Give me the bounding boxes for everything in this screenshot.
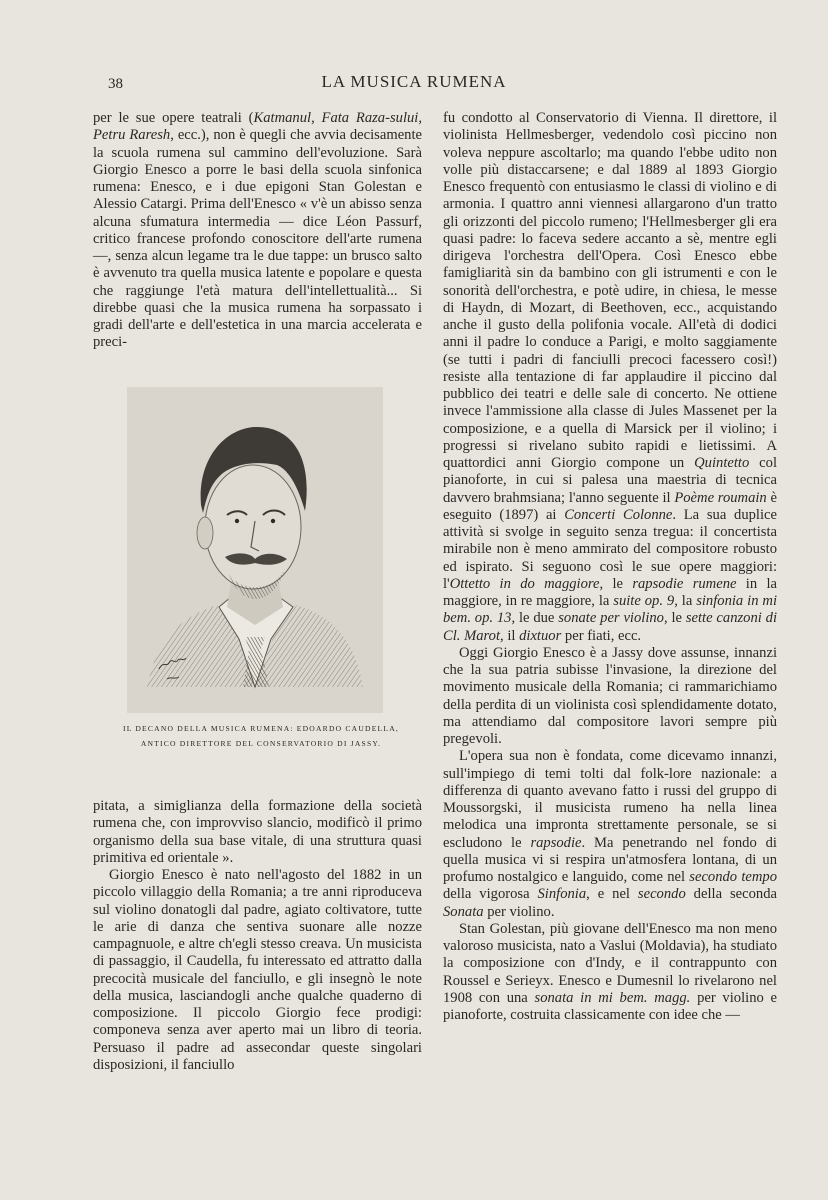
caption-line: IL DECANO DELLA MUSICA RUMENA: EDOARDO CAUDELLA, — [122, 724, 400, 733]
italic-run: sonata in mi bem. magg. — [534, 989, 691, 1006]
text-run: col pianoforte, in cui si palesa una maestria di tecnica davvero brahmsiana; l'anno seguente il — [443, 455, 778, 506]
paragraph — [93, 798, 422, 867]
portrait-drawing — [127, 387, 383, 713]
text-run: , la — [674, 593, 697, 609]
italic-run: rapsodie rumene — [632, 575, 737, 592]
italic-run: Katmanul, Fata Raza-sului, Petru Raresh — [93, 110, 422, 144]
text-run: , le — [599, 575, 633, 592]
text-run: , e nel — [586, 886, 638, 903]
text-run: Stan Golestan, più giovane dell'Enesco ma non meno valoroso musicista, nato a Vaslui (Moldavia), ha studiato la composizione con d'Indy, e il contrappunto con Roussel e Serieyx. Enesco e Dumesnil lo rivelarono nel 1908 con una — [443, 920, 777, 1006]
paragraph — [443, 921, 777, 1025]
italic-run: dixtuor — [519, 627, 562, 644]
italic-run: Ottetto in do maggiore — [449, 575, 600, 592]
text-run: , ecc.), non è quegli che avvia decisamente la scuola rumena sul cammino dell'evoluzione. Sarà Giorgio Enesco a porre le basi della scuola sinfonica rumena: Enesco, e i due epigoni Stan Golestan e Alessio Catargi. Prima dell'Enesco « v'è un abisso senza alcuna sfumatura intermedia — dice Léon Passurf, critico francese profondo conoscitore dell'arte rumena —, senza alcun legame tra le due tappe: un brusco salto è avvenuto tra quella musica latente e popolare e questa che raggiunge l'età matura dell'intellettualità... Si direbbe quasi che la musica rumena ha sorpassato i gradi dell'arte e dell'estetica in una marcia accelerata e preci- — [93, 127, 423, 351]
text-run: per violino e pianoforte, costruita classicamente con idee che — — [443, 989, 777, 1023]
text-run: . La sua duplice attività si svolge in seguito senza tregua: il concertista mirabile non è meno ammirato del compositore robusto ed ispirato. Si seguono così le sue opere maggiori: l' — [443, 506, 777, 592]
paragraph — [443, 645, 777, 749]
text-run: L'opera sua non è fondata, come dicevamo innanzi, sull'impiego di temi tolti dal folk-lore nazionale: a differenza di quanto avevano fatto i russi del gruppo di Moussorgski, il musicista rumeno ha nella linea melodica una impronta strettamente personale, se si escludono le — [443, 748, 777, 851]
paragraph — [93, 867, 422, 1074]
text-run: della seconda — [685, 886, 777, 903]
text-run: , le — [663, 610, 686, 627]
italic-run: Quintetto — [694, 455, 750, 471]
text-run: . Ma penetrando nel fondo di quella musica vi si respira un'atmosfera lontana, di un profumo nostalgico e languido, come nel — [443, 834, 777, 885]
text-run: , il — [500, 627, 520, 644]
text-run: fu condotto al Conservatorio di Vienna. Il direttore, il violinista Hellmesberger, vedendolo così piccino non voleva neppure ascoltarlo; ma quando l'ebbe udito non volle più distaccarsene; e dal 1889 al 1893 Giorgio Enesco frequentò con entusiasmo le classi di violino e di armonia. I quattro anni viennesi allargarono d'un tratto gli orizzonti del piccolo rumeno; l'Hellmesberger gli era quasi padre: lo faceva sedere accanto a sè, mentre egli dirigeva l'orchestra dell'Opera. Così Enesco ebbe famigliarità sin da bambino con gli istrumenti e con le sonorità dell'orchestra, e potè udire, in chiesa, le messe di Haydn, di Mozart, di Beethoven, ecc., acquistando anche il gusto della polifonia vocale. All'età di dodici anni il padre lo conduce a Parigi, e molto saggiamente (se tutti i padri di fanciulli precoci facessero così!) resiste alla tentazione di far applaudire il piccino dal pubblico dei teatri e delle sale di concerto. Ne ottiene invece l'ammissione alla classe di Jules Massenet per la composizione, e a quella di Marsick per il violino; i progressi si rivelano subito rapidi e lietissimi. A quattordici anni Giorgio compone un — [443, 110, 777, 471]
portrait-figure — [127, 387, 383, 713]
right-column — [443, 110, 777, 1024]
italic-run: Sonata — [443, 903, 484, 920]
text-run: per violino. — [483, 903, 555, 920]
caption-line: ANTICO DIRETTORE DEL CONSERVATORIO DI JASSY. — [140, 739, 382, 748]
left-column-top — [93, 110, 422, 352]
text-run: della vigorosa — [443, 886, 538, 903]
italic-run: Concerti Colonne — [564, 506, 673, 523]
italic-run: sonate per violino — [558, 610, 664, 627]
left-column-bottom — [93, 798, 422, 1074]
italic-run: sette canzoni di Cl. Marot — [443, 610, 778, 644]
paragraph — [443, 110, 777, 645]
text-run: in la maggiore, in re maggiore, la — [443, 575, 777, 609]
paragraph — [443, 748, 777, 921]
italic-run: suite op. 9 — [613, 593, 675, 609]
text-run: pitata, a simiglianza della formazione della società rumena che, con improvviso slancio, modificò il primo organismo della sua base vitale, di una struttura quasi primitiva ed orientale ». — [93, 798, 422, 866]
text-run: Giorgio Enesco è nato nell'agosto del 1882 in un piccolo villaggio della Romania; a tre anni riproduceva sul violino donatogli dal padre, agiato coltivatore, tutte le arie di danza che sentiva suonare alle nozze campagnuole, e altre ch'egli stesso creava. Un musicista di passaggio, il Caudella, fu interessato ed attratto dalla precocità musicale del fanciullo, e gli insegnò le note della musica, lasciandogli anche qualche quaderno di composizione. Il piccolo Giorgio fece prodigi: componeva senza aver aperto mai un libro di teoria. Persuaso il padre ad assecondar queste singolari disposizioni, il fanciullo — [93, 867, 422, 1073]
text-run: , le due — [511, 610, 559, 627]
italic-run: secondo tempo — [689, 869, 778, 885]
figure-caption — [102, 721, 420, 751]
italic-run: sinfonia in mi bem. op. 13 — [443, 593, 777, 627]
running-title: LA MUSICA RUMENA — [321, 72, 507, 91]
text-run: Oggi Giorgio Enesco è a Jassy dove assunse, innanzi che la sua patria subisse l'invasione, la direzione del movimento musicale della Romania; ci rammarichiamo della perdita di un violinista così splendidamente dotato, ma attendiamo dal compositore lavori sempre più pregevoli. — [443, 644, 777, 747]
text-run: per le sue opere teatrali ( — [93, 110, 254, 126]
page-number: 38 — [108, 76, 123, 92]
italic-run: rapsodie — [530, 834, 582, 851]
italic-run: secondo — [637, 886, 686, 903]
text-run: è eseguito (1897) ai — [443, 489, 777, 523]
italic-run: Sinfonia — [537, 886, 587, 903]
paragraph — [93, 110, 422, 352]
text-run: per fiati, ecc. — [561, 627, 642, 644]
italic-run: Poème roumain — [674, 489, 767, 506]
